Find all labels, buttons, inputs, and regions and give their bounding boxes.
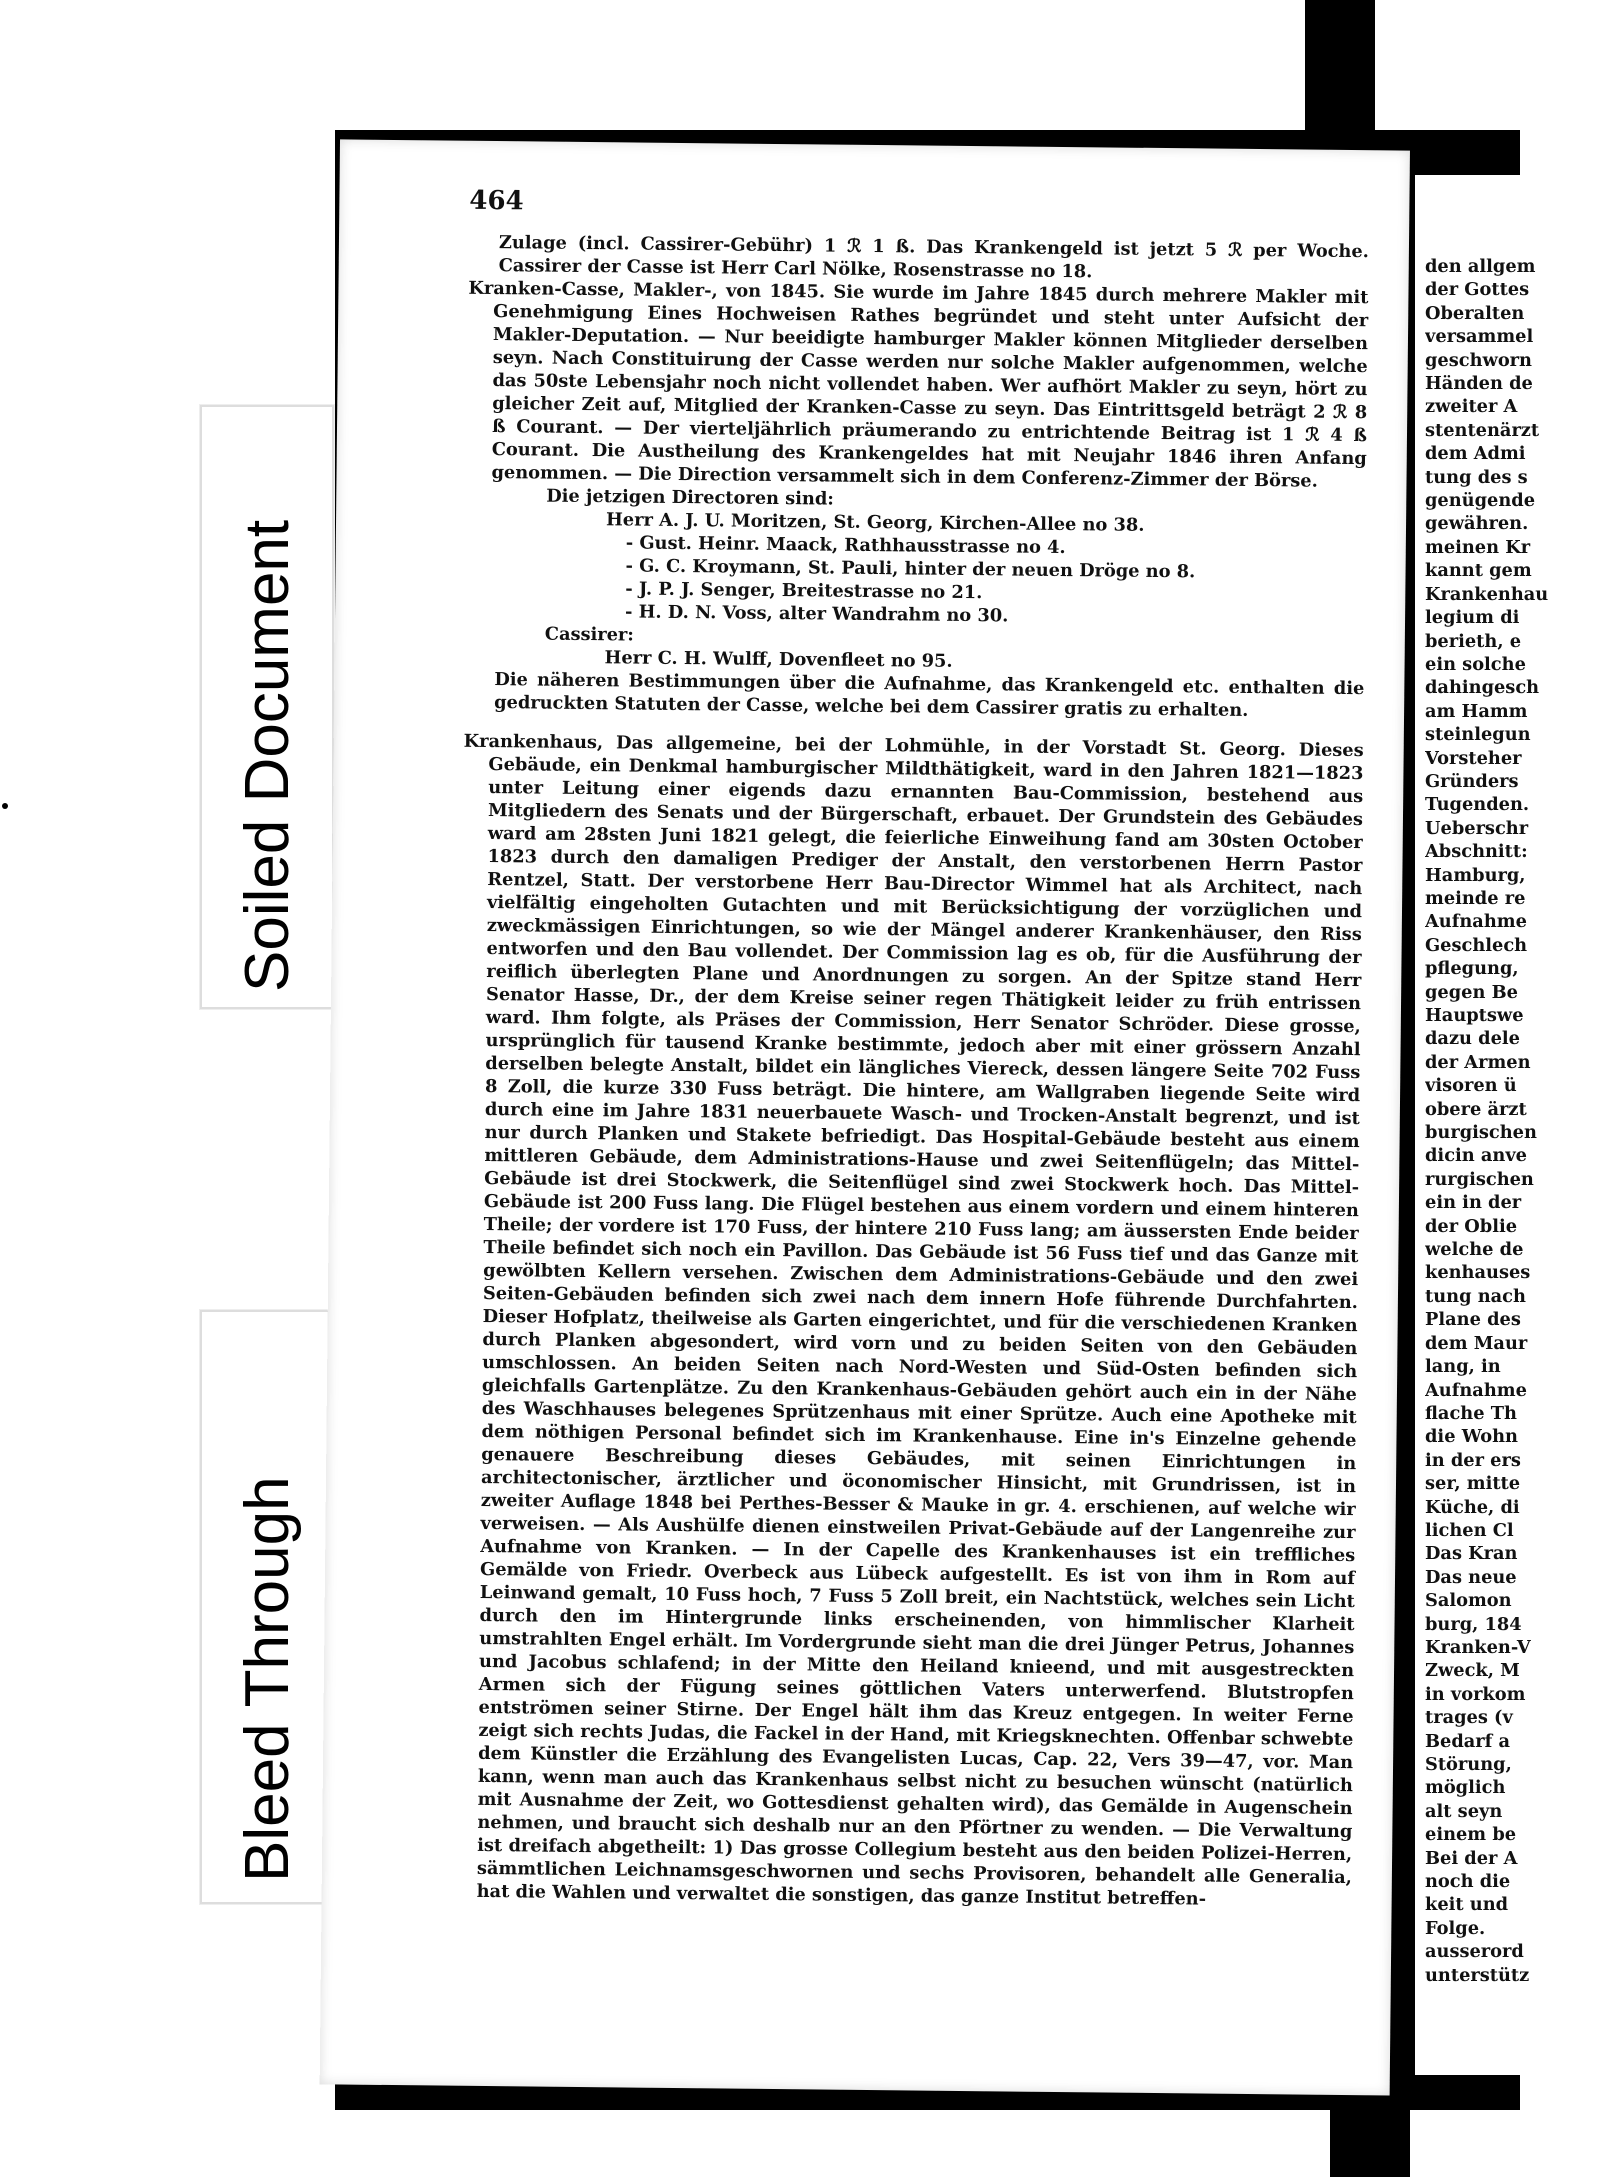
right-page-line: trages (v: [1425, 1707, 1513, 1729]
right-page-line: rurgischen: [1425, 1168, 1534, 1190]
right-page-line: dazu dele: [1425, 1028, 1520, 1050]
right-page-line: ausserord: [1425, 1941, 1524, 1963]
right-page-line: Hauptswe: [1425, 1005, 1524, 1026]
director-5: - H. D. N. Voss, alter Wandrahm no 30.: [624, 601, 1009, 627]
bleed-through-tab: [200, 1310, 334, 1904]
right-page-line: Plane des: [1425, 1309, 1521, 1331]
right-page-line: flache Th: [1425, 1402, 1517, 1424]
left-page: [320, 139, 1410, 2095]
entry-kranken-casse: Kranken-Casse, Makler-, von 1845. Sie wurde im Jahre 1845 durch mehrere Makler mit Genehmigung Eines Hochweisen Rathes begründet und steht unter Aufsicht der Makler-Deputation. — Nur beeidigte hamburger Makler können Mitglieder derselben seyn. Nach Constituirung der Casse werden nur solche Makler aufgenommen, welche das 50ste Lebensjahr noch nicht vollendet haben. Wer aufhört Makler zu seyn, hört zu gleicher Zeit auf, Mitglied der Kranken-Casse zu seyn. Das Eintrittsgeld beträgt 2 ℛ 8 ß Courant. — Der vierteljährlich präumerando zu entrichtende Beitrag ist 1 ℛ 4 ß Courant. Die Austheilung des Krankengeldes hat mit Neujahr 1846 ihren Anfang genommen. — Die Direction versammelt sich in dem Conferenz-Zimmer der Börse.: [468, 277, 1369, 492]
right-page-line: genügende: [1425, 490, 1536, 512]
right-page-line: Aufnahme: [1425, 1379, 1527, 1401]
right-page-line: Bedarf a: [1425, 1730, 1511, 1752]
right-page-line: versammel: [1425, 326, 1534, 348]
right-page-line: meinde re: [1425, 887, 1526, 909]
right-page-line: der Gottes: [1425, 279, 1530, 301]
right-page-line: der Armen: [1425, 1051, 1531, 1073]
right-page-line: tung des s: [1425, 466, 1528, 488]
right-page-line: einem be: [1425, 1824, 1517, 1846]
right-page-line: dem Maur: [1425, 1332, 1528, 1354]
right-page-line: dahingesch: [1425, 677, 1540, 699]
right-page-line: Kranken-V: [1425, 1636, 1531, 1658]
right-page: [1415, 175, 1565, 2075]
right-page-line: Hamburg,: [1425, 864, 1526, 886]
right-page-line: Gründers: [1425, 770, 1519, 792]
text-column: [452, 231, 1369, 1912]
right-page-line: Abschnitt:: [1425, 841, 1528, 863]
director-3: - G. C. Kroymann, St. Pauli, hinter der neuen Dröge no 8.: [625, 555, 1196, 583]
soiled-document-tab: [200, 405, 334, 1009]
right-page-line: Tugenden.: [1425, 794, 1530, 816]
right-page-line: berieth, e: [1425, 630, 1522, 652]
right-page-line: Krankenhau: [1425, 583, 1549, 605]
right-page-line: Zweck, M: [1425, 1660, 1520, 1682]
right-page-line: burgischen: [1425, 1122, 1537, 1144]
right-page-line: ein in der: [1425, 1192, 1522, 1214]
paragraph-zulage: Zulage (incl. Cassirer-Gebühr) 1 ℛ 1 ß. Das Krankengeld ist jetzt 5 ℛ per Woche. Cassirer der Casse ist Herr Carl Nölke, Rosenstrasse no 18.: [498, 232, 1370, 283]
right-page-line: noch die: [1425, 1871, 1511, 1893]
right-page-line: lang, in: [1425, 1356, 1501, 1378]
right-page-line: Ueberschr: [1425, 817, 1529, 839]
right-page-line: Das neue: [1425, 1566, 1517, 1588]
right-page-line: alt seyn: [1425, 1800, 1503, 1822]
right-page-line: den allgem: [1425, 256, 1536, 277]
cassirer-name: Herr C. H. Wulff, Dovenfleet no 95.: [604, 647, 953, 672]
entry-krankenhaus: Krankenhaus, Das allgemeine, bei der Lohmühle, in der Vorstadt St. Georg. Dieses Gebäude, ein Denkmal hamburgischer Mildthätigkeit, ward in den Jahren 1821—1823 unter Leitung einer eigends dazu ernannten Bau-Commission, bestehend aus Mitgliedern des Senats und der Bürgerschaft, erbauet. Der Grundstein des Gebäudes ward am 28sten Juni 1821 gelegt, die feierliche Einweihung fand am 30sten October 1823 durch den damaligen Prediger der Anstalt, den verstorbenen Herrn Pastor Rentzel, Statt. Der verstorbene Herr Bau-Director Wimmel hat als Architect, nach vielfältig eingeholten Gutachten und mit Berücksichtigung der vorzüglichen und zweckmässigen Einrichtungen, so wie der Mängel anderer Krankenhäuser, den Riss entworfen und den Bau vollendet. Der Commission lag es ob, für die Ausführung der reiflich überlegten Plane und Anordnungen zu sorgen. An der Spitze stand Herr Senator Hasse, Dr., der dem Kreise seiner regen Thätigkeit leider zu früh entrissen ward. Ihm folgte, als Präses der Commission, Herr Senator Schröder. Diese grosse, ursprünglich für tausend Kranke bestimmte, jedoch aber mit einer grössern Anzahl derselben belegte Anstalt, bildet ein längliches Viereck, dessen längere Seite 702 Fuss 8 Zoll, die kurze 330 Fuss beträgt. Die hintere, am Wallgraben liegende Seite wird durch eine im Jahre 1831 neuerbauete Wasch- und Trocken-Anstalt begrenzt, und ist nur durch Planken und Stakete befriedigt. Das Hospital-Gebäude besteht aus einem mittleren Gebäude, dem Administrations-Hause und zwei Seitenflügeln; das Mittel-Gebäude ist drei Stockwerk, die Seitenflügel sind zwei Stockwerk hoch. Das Mittel-Gebäude ist 200 Fuss lang. Die Flügel bestehen aus einem vordern und einem hinteren Theile; der vordere ist 170 Fuss, der hintere 210 Fuss lang; am äussersten Ende beider Theile befindet sich noch ein Pavillon. Das Gebäude ist 56 Fuss tief und das Ganze mit gewölbten Kellern versehen. Zwischen dem Administrations-Gebäude und den zwei Seiten-Gebäuden befinden sich zwei nach dem innern Hofe führende Durchfahrten. Dieser Hofplatz, theilweise als Garten eingerichtet, und für die verschiedenen Kranken durch Planken abgesondert, wird vorn und zu beiden Seiten von den Gebäuden umschlossen. An beiden Seiten nach Nord-Westen und Süd-Osten befinden sich gleichfalls Gartenplätze. Zu den Krankenhaus-Gebäuden gehört auch ein in der Nähe des Waschhauses belegenes Sprützenhaus mit einer Sprütze. Auch eine Apotheke mit dem nöthigen Personal befindet sich im Krankenhause. Eine in's Einzelne gehende genauere Beschreibung dieses Gebäudes, mit seinen Einrichtungen in architectonischer, ärztlicher und öconomischer Hinsicht, mit Grundrissen, ist in zweiter Auflage 1848 bei Perthes-Besser & Mauke in gr. 4. erschienen, auf welche wir verweisen. — Als Aushülfe dienen einstweilen Privat-Gebäude auf der Langenreihe zur Aufnahme von Kranken. — In der Capelle des Krankenhauses ist ein treffliches Gemälde von Friedr. Overbeck aus Lübeck aufgestellt. Es ist von ihm in Rom auf Leinwand gemalt, 10 Fuss hoch, 7 Fuss 5 Zoll breit, ein Nachtstück, welches sein Licht durch den im Hintergrunde links erscheinenden, von himmlischer Klarheit umstrahlten Engel erhält. Im Vordergrunde sieht man die drei Jünger Petrus, Johannes und Jacobus schlafend; in der Mitte den Heiland knieend, und mit ausgestreckten Armen sich der Fügung seines göttlichen Vaters unterwerfend. Blutstropfen entströmen seiner Stirne. Der Engel hält ihm das Kreuz entgegen. In weiter Ferne zeigt sich rechts Judas, die Fackel in der Hand, mit Kriegsknechten. Offenbar schwebte dem Künstler die Erzählung des Evangelisten Lucas, Cap. 22, Vers 39—47, vor. Man kann, wenn man auch das Krankenhaus selbst nicht zu besuchen wünscht (natürlich mit Ausnahme der Zeit, wo Gottesdienst gehalten wird), das Gemälde in Augenschein nehmen, und braucht sich deshalb nur an den Pförtner zu wenden. — Die Verwaltung ist dreifach abgetheilt: 1) Das grosse Collegium besteht aus den beiden Polizei-Herren, sämmtlichen Leichnamsgeschwornen und sechs Provisoren, behandelt alle Generalia, hat die Wahlen und verwaltet die sonstigen, das ganze Institut betreffen-: [463, 730, 1364, 1910]
right-page-line: Küche, di: [1425, 1496, 1520, 1518]
right-page-line: stentenärzt: [1425, 419, 1540, 441]
right-page-line: ein solche: [1425, 653, 1526, 675]
right-page-text: [1425, 255, 1565, 1987]
right-page-line: gegen Be: [1425, 981, 1518, 1003]
right-page-line: Händen de: [1425, 373, 1533, 395]
director-4: - J. P. J. Senger, Breitestrasse no 21.: [625, 578, 983, 604]
directors-heading: Die jetzigen Directoren sind:: [546, 485, 835, 510]
page-number: 464: [469, 185, 524, 217]
right-page-line: kenhauses: [1425, 1262, 1531, 1284]
right-page-line: Bei der A: [1425, 1847, 1518, 1869]
right-page-line: Aufnahme: [1425, 911, 1527, 933]
right-page-line: Störung,: [1425, 1754, 1512, 1775]
right-page-line: kannt gem: [1425, 560, 1532, 582]
right-page-line: unterstütz: [1425, 1964, 1530, 1986]
director-1: Herr A. J. U. Moritzen, St. Georg, Kirchen-Allee no 38.: [605, 509, 1145, 536]
right-page-line: der Oblie: [1425, 1215, 1518, 1237]
right-page-line: legium di: [1425, 607, 1520, 629]
right-page-line: Folge.: [1425, 1917, 1486, 1939]
right-page-line: keit und: [1425, 1894, 1509, 1916]
right-page-line: Oberalten: [1425, 302, 1525, 324]
soiled-document-label: Soiled Document: [233, 519, 302, 992]
right-page-line: obere ärzt: [1425, 1098, 1527, 1120]
right-page-line: dicin anve: [1425, 1145, 1527, 1167]
right-page-line: burg, 184: [1425, 1613, 1522, 1635]
right-page-line: Salomon: [1425, 1590, 1512, 1612]
right-page-line: zweiter A: [1425, 396, 1518, 418]
right-page-line: möglich: [1425, 1777, 1506, 1799]
right-page-line: welche de: [1425, 1239, 1524, 1261]
right-page-line: Geschlech: [1425, 934, 1528, 956]
right-page-line: am Hamm: [1425, 700, 1528, 722]
right-page-line: in vorkom: [1425, 1683, 1526, 1705]
right-page-line: visoren ü: [1425, 1075, 1517, 1097]
right-page-line: ser, mitte: [1425, 1473, 1521, 1495]
right-page-line: dem Admi: [1425, 443, 1526, 465]
bleed-through-label: Bleed Through: [233, 1476, 302, 1882]
right-page-line: Das Kran: [1425, 1543, 1518, 1565]
right-page-line: geschworn: [1425, 349, 1532, 371]
right-page-line: lichen Cl: [1425, 1519, 1514, 1541]
right-page-line: tung nach: [1425, 1285, 1526, 1307]
right-page-line: Vorsteher: [1425, 747, 1522, 769]
right-page-line: in der ers: [1425, 1449, 1521, 1471]
right-page-line: gewähren.: [1425, 513, 1529, 535]
right-page-line: steinlegun: [1425, 724, 1531, 746]
director-2: - Gust. Heinr. Maack, Rathhausstrasse no 4.: [625, 532, 1066, 559]
right-page-line: pflegung,: [1425, 958, 1519, 980]
right-page-line: meinen Kr: [1425, 536, 1531, 558]
stray-mark: [2, 803, 8, 809]
cassirer-heading: Cassirer:: [544, 623, 635, 646]
closing-paragraph: Die näheren Bestimmungen über die Aufnahme, das Krankengeld etc. enthalten die gedruckten Statuten der Casse, welche bei dem Cassirer gratis zu erhalten.: [494, 669, 1365, 721]
right-page-line: die Wohn: [1425, 1426, 1518, 1448]
